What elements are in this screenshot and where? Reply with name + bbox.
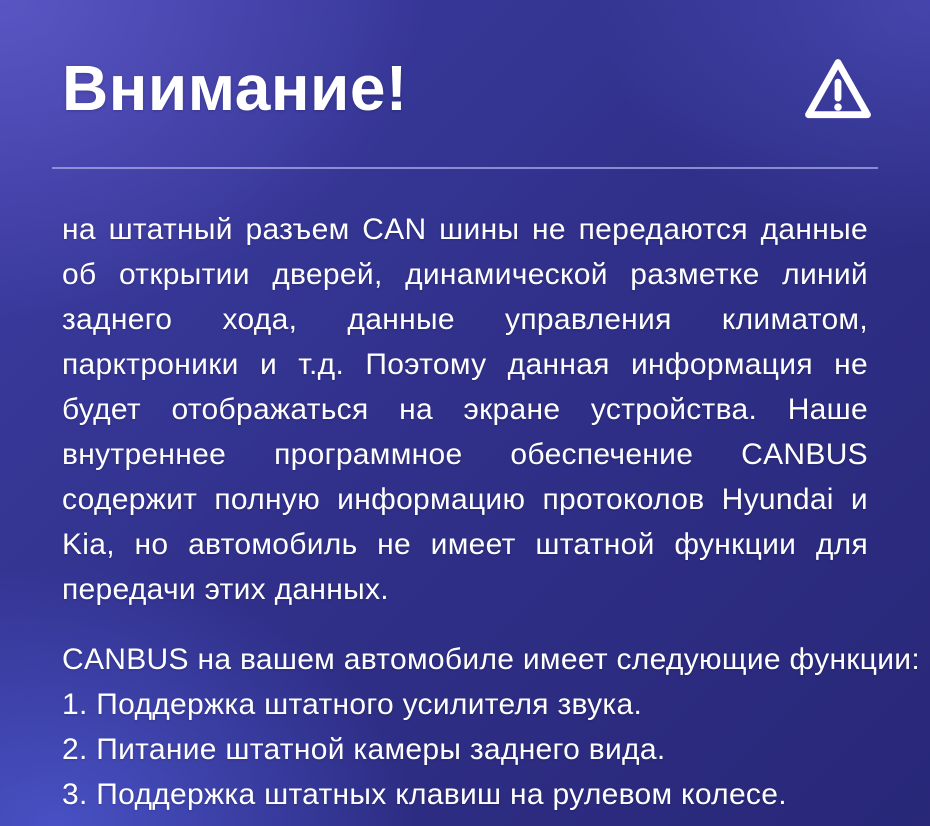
page-title: Внимание! bbox=[62, 52, 408, 124]
function-list-item-1: 1. Поддержка штатного усилителя звука. bbox=[62, 687, 643, 721]
functions-intro: CANBUS на вашем автомобиле имеет следующие функции: bbox=[62, 642, 920, 676]
warning-triangle-icon bbox=[800, 55, 876, 123]
notice-paragraph: на штатный разъем CAN шины не передаются данные об открытии дверей, динамической разметке линий заднего хода, данные управления климатом, парктроники и т.д. Поэтому данная информация не будет отображаться на экране устройства. Наше внутреннее программное обеспечение CANBUS содержит полную информацию протоколов Hyundai и Kia, но автомобиль не имеет штатной функции для передачи этих данных. bbox=[62, 212, 868, 606]
function-list-item-3: 3. Поддержка штатных клавиш на рулевом колесе. bbox=[62, 777, 787, 811]
function-list-item-2: 2. Питание штатной камеры заднего вида. bbox=[62, 732, 666, 766]
divider bbox=[52, 167, 878, 169]
notice-header bbox=[62, 0, 868, 126]
functions-block bbox=[62, 637, 920, 817]
